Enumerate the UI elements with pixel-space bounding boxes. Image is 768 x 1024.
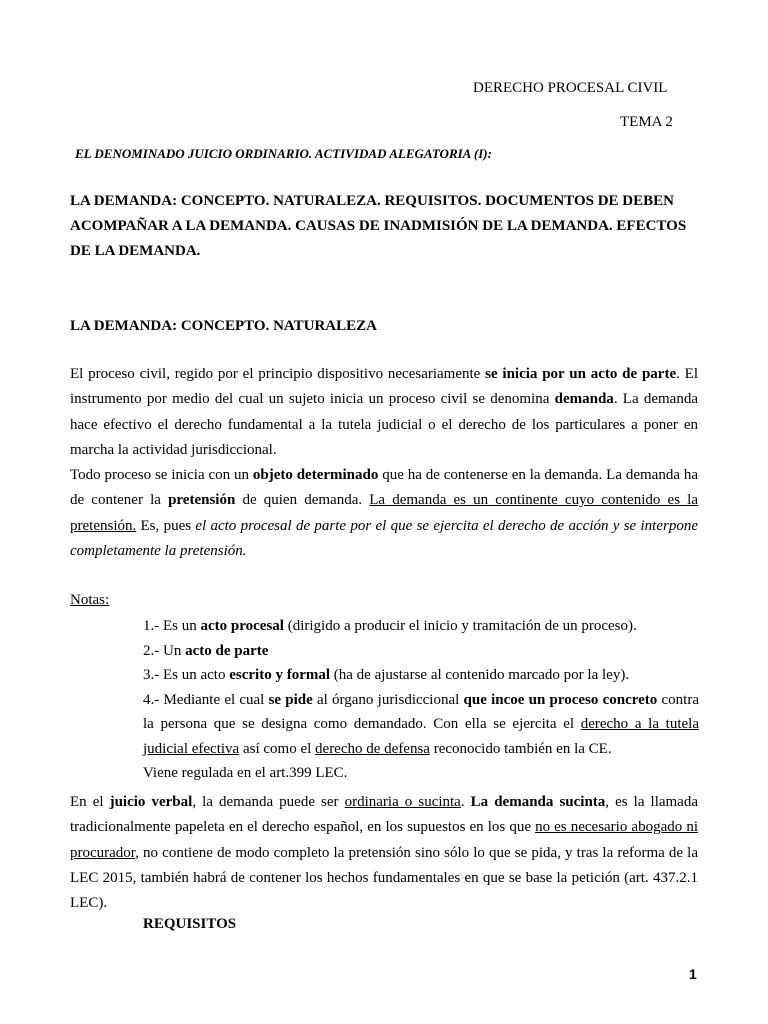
notes-list [143, 614, 699, 786]
bold-run: acto procesal [200, 618, 284, 634]
bold-run: La demanda sucinta [470, 794, 606, 810]
text-run: , la demanda puede ser [192, 794, 345, 810]
bold-run: objeto determinado [252, 467, 379, 483]
bold-run: pretensión [168, 492, 236, 509]
text-run: al órgano jurisdiccional [312, 691, 464, 708]
course-title: DERECHO PROCESAL CIVIL [473, 80, 668, 96]
text-run: , no contiene de modo completo la pretensión sino sólo lo que se pida, y tras la reforma de la LEC 2015, también habrá de contener los hechos fundamentales en que se base la petición (art. 437.2.1 LEC). [70, 844, 698, 912]
text-run: , es la llamada tradicionalmente papeleta en el derecho español, en los supuestos en los que [70, 794, 699, 836]
note-item [143, 663, 699, 688]
paragraph-object [70, 463, 698, 564]
text-run: 4.- Mediante el cual [143, 691, 269, 708]
bold-run: juicio verbal [109, 794, 193, 810]
text-run: Es, pues [136, 517, 196, 534]
requisites-heading: REQUISITOS [143, 916, 237, 932]
text-run: En el [70, 794, 110, 810]
regulation-note: Viene regulada en el art.399 LEC. [143, 765, 348, 781]
note-item [143, 688, 699, 762]
topic-number: TEMA 2 [620, 114, 673, 130]
paragraph-verbal-trial [70, 790, 698, 916]
text-run: 1.- Es un [143, 618, 201, 634]
text-run: El proceso civil, regido por el principio dispositivo necesariamente [70, 366, 486, 382]
section-heading: LA DEMANDA: CONCEPTO. NATURALEZA [70, 318, 377, 334]
underlined-run: La demanda es un continente cuyo contenido es la pretensión. [70, 492, 699, 534]
text-run: 2.- Un [143, 642, 186, 659]
underlined-run: derecho a la tutela judicial efectiva [143, 716, 699, 757]
text-run: contra la persona que se designa como demandado. Con ella se ejercita el [143, 691, 700, 732]
text-run: (ha de ajustarse al contenido marcado por la ley). [330, 667, 630, 683]
underlined-run: derecho de defensa [315, 740, 430, 757]
main-heading: LA DEMANDA: CONCEPTO. NATURALEZA. REQUISITOS. DOCUMENTOS DE DEBEN ACOMPAÑAR A LA DEMANDA. CAUSAS DE INADMISIÓN DE LA DEMANDA. EFECTOS DE LA DEMANDA. [70, 193, 687, 259]
text-run: de quien demanda. [235, 492, 370, 509]
note-item [143, 639, 699, 664]
bold-run: escrito y formal [229, 667, 331, 683]
text-run: 3.- Es un acto [143, 667, 230, 683]
bold-run: demanda [554, 391, 614, 408]
chapter-title: EL DENOMINADO JUICIO ORDINARIO. ACTIVIDAD ALEGATORIA (I): [75, 146, 492, 161]
text-run: que ha de contenerse en la demanda. La demanda ha de contener la [70, 467, 699, 509]
text-run: . [460, 794, 471, 810]
note-item [143, 614, 699, 639]
text-run: así como el [239, 740, 316, 757]
underlined-run: ordinaria o sucinta [344, 794, 461, 810]
page-number: 1 [689, 966, 697, 982]
italic-run: el acto procesal de parte por el que se ejercita el derecho de acción y se interpone completamente la pretensión. [70, 517, 698, 559]
text-run: . La demanda hace efectivo el derecho fundamental a la tutela judicial o el derecho de los particulares a poner en marcha la actividad jurisdiccional. [70, 391, 698, 458]
text-run: (dirigido a producir el inicio y tramitación de un proceso). [283, 618, 637, 634]
bold-run: se inicia por un acto de parte [485, 366, 677, 382]
notes-label: Notas: [70, 592, 110, 608]
bold-run: se pide [268, 691, 313, 708]
underlined-run: no es necesario abogado ni procurador [70, 819, 698, 861]
bold-run: acto de parte [185, 642, 269, 659]
text-run: reconocido también en la CE. [429, 740, 612, 757]
bold-run: que incoe un proceso concreto [463, 691, 658, 708]
text-run: . El instrumento por medio del cual un sujeto inicia un proceso civil se denomina [70, 366, 698, 408]
text-run: Todo proceso se inicia con un [70, 467, 253, 483]
paragraph-concept [70, 362, 698, 463]
